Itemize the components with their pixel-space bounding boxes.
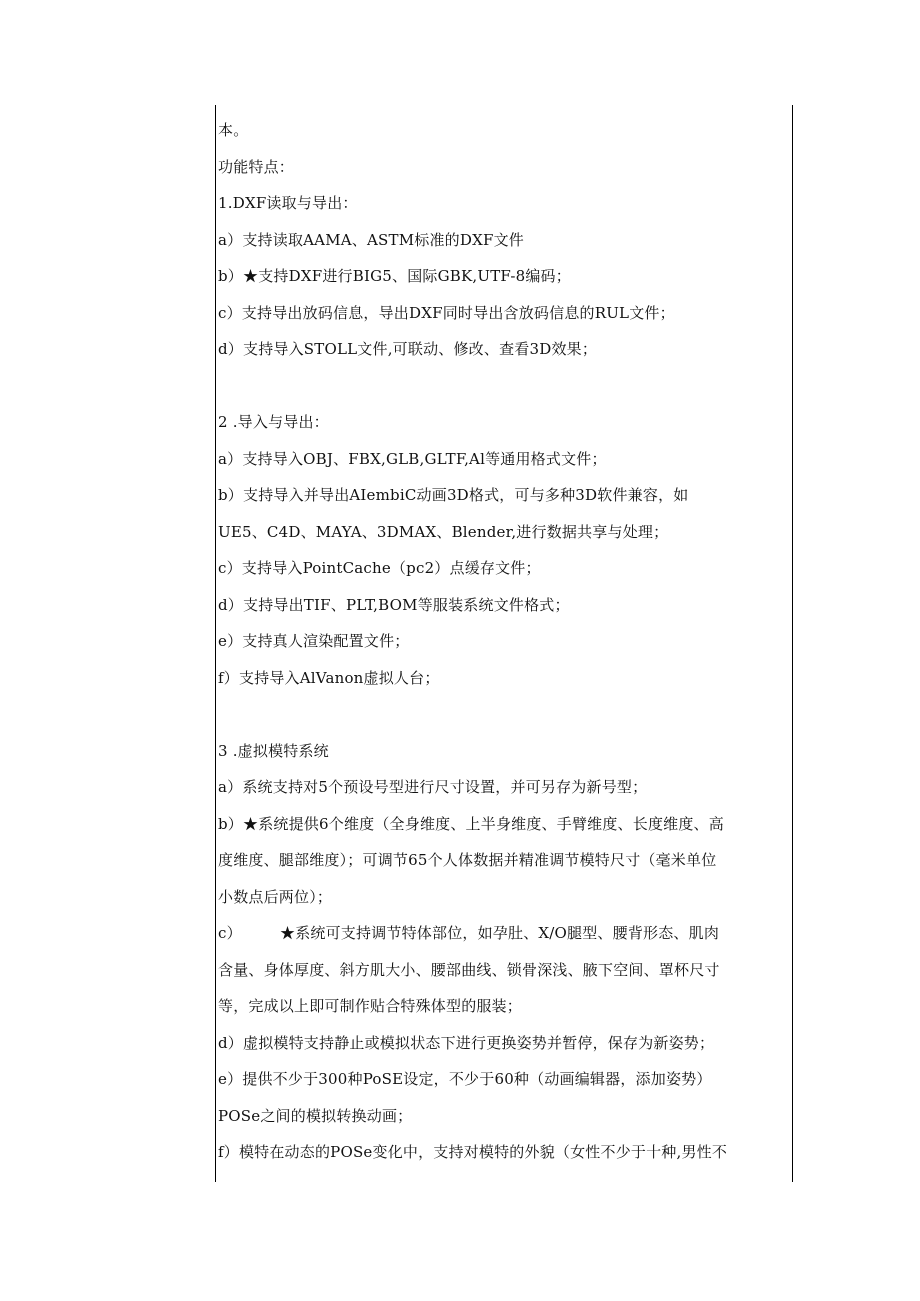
list-item: d）支持导入STOLL文件,可联动、修改、查看3D效果； [218, 340, 598, 358]
list-item: c）支持导出放码信息，导出DXF同时导出含放码信息的RUL文件； [218, 303, 675, 322]
list-item-continuation: 含量、身体厚度、斜方肌大小、腰部曲线、锁骨深浅、腋下空间、罩杯尺寸 [218, 960, 720, 979]
list-item: b）★系统提供6个维度（全身维度、上半身维度、手臂维度、长度维度、高 [218, 814, 724, 833]
list-marker: c） [218, 924, 242, 942]
list-item: e）支持真人渲染配置文件； [218, 632, 410, 650]
list-item: c）支持导入PointCache（pc2）点缓存文件； [218, 559, 541, 577]
blank-line [218, 368, 788, 405]
list-item-continuation: POSe之间的模拟转换动画； [218, 1106, 413, 1125]
table-right-border [792, 105, 793, 1182]
section-heading-import-export: 2 .导入与导出： [218, 413, 329, 431]
list-item: a）支持读取AAMA、ASTM标准的DXF文件 [218, 230, 524, 249]
list-item: d）支持导出TIF、PLT,BOM等服装系统文件格式； [218, 595, 570, 614]
table-left-border [215, 105, 216, 1182]
list-item: b）★支持DXF进行BIG5、国际GBK,UTF-8编码； [218, 267, 571, 285]
text-line: 本。 [218, 121, 249, 139]
list-item-continuation: 度维度、腿部维度）；可调节65个人体数据并精准调节模特尺寸（毫米单位 [218, 851, 717, 869]
section-heading-virtual-model: 3 .虚拟模特系统 [218, 741, 329, 760]
list-item: a）支持导入OBJ、FBX,GLB,GLTF,Al等通用格式文件； [218, 449, 607, 468]
list-item-continuation: 小数点后两位）； [218, 887, 333, 906]
list-item: d）虚拟模特支持静止或模拟状态下进行更换姿势并暂停，保存为新姿势； [218, 1033, 715, 1052]
list-item: f）模特在动态的POSe变化中，支持对模特的外貌（女性不少于十种,男性不 [218, 1143, 728, 1161]
list-item: e）提供不少于300种PoSE设定，不少于60种（动画编辑器，添加姿势） [218, 1070, 712, 1088]
list-item-continuation: UE5、C4D、MAYA、3DMAX、Blender,进行数据共享与处理； [218, 522, 669, 541]
list-item: b）支持导入并导出AIembiC动画3D格式，可与多种3D软件兼容，如 [218, 486, 689, 504]
list-item-text: ★系统可支持调节特体部位，如孕肚、X/O腿型、腰背形态、肌肉 [280, 924, 720, 942]
document-body [218, 112, 788, 1171]
list-item: a）系统支持对5个预设号型进行尺寸设置，并可另存为新号型； [218, 778, 648, 796]
list-item [218, 915, 788, 952]
list-item-continuation: 等，完成以上即可制作贴合特殊体型的服装； [218, 997, 523, 1015]
list-item: f）支持导入AlVanon虚拟人台； [218, 668, 440, 687]
section-heading-dxf: 1.DXF读取与导出： [218, 194, 358, 212]
blank-line [218, 696, 788, 733]
section-heading-features: 功能特点： [218, 157, 295, 176]
